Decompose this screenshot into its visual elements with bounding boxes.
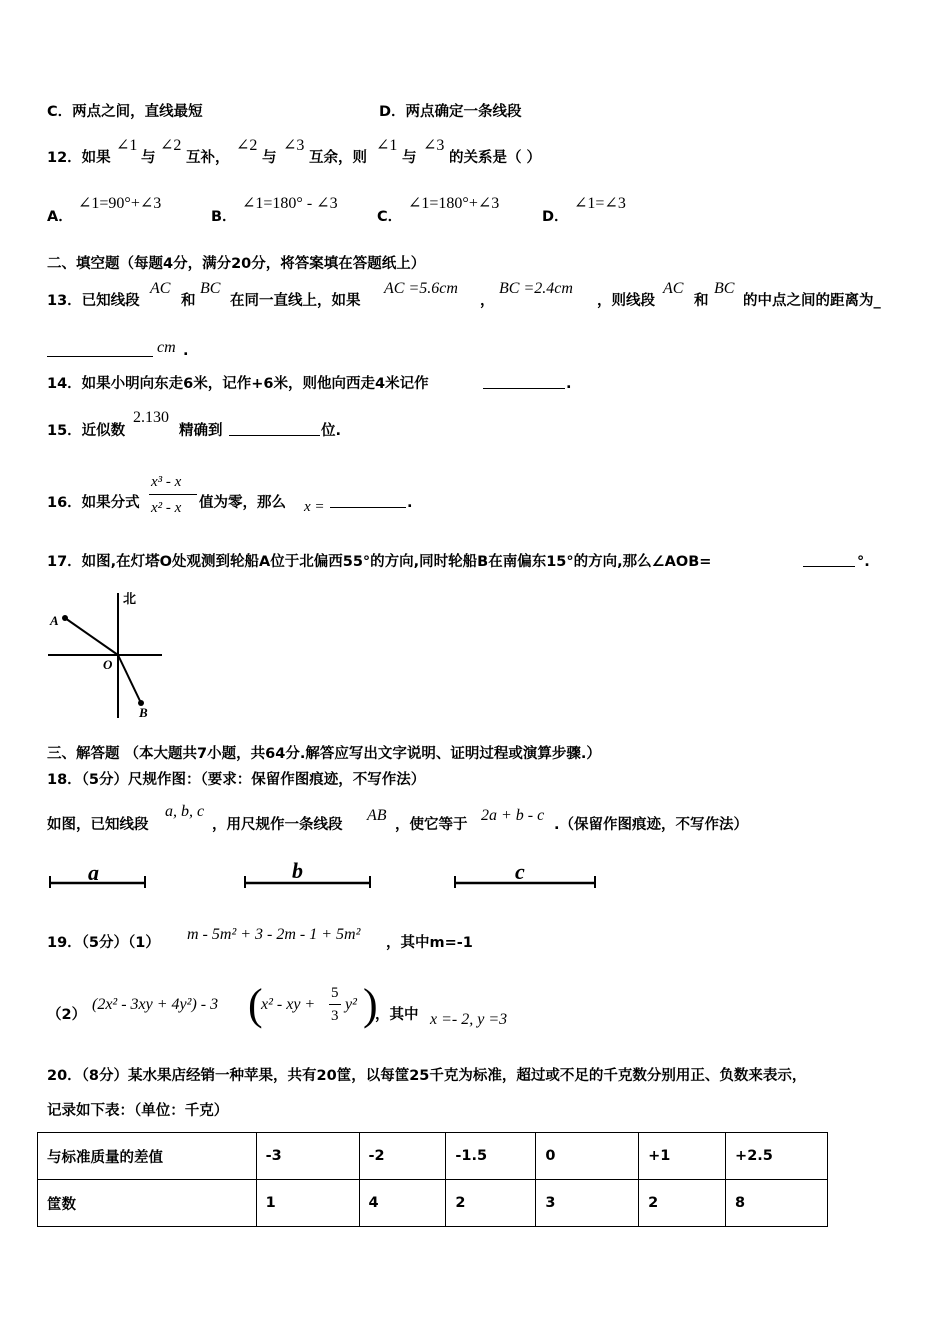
q12-text-2: 与 bbox=[141, 150, 156, 166]
q16-answer-line[interactable] bbox=[330, 493, 406, 514]
q13-unit: cm bbox=[157, 339, 176, 356]
table-cell: 筐数 bbox=[38, 1180, 257, 1227]
q12-option-b: ∠1=180° - ∠3 bbox=[242, 195, 338, 212]
ray-ob bbox=[118, 655, 141, 703]
q15-answer-line[interactable] bbox=[229, 421, 320, 442]
q13-math-3: AC =5.6cm bbox=[384, 280, 458, 297]
q18-math-3: 2a + b - c bbox=[481, 807, 545, 824]
q12-option-b-label: B． bbox=[211, 209, 237, 225]
q13-text-3: 在同一直线上，如果 bbox=[230, 293, 361, 309]
segment-a bbox=[50, 860, 145, 888]
q18-math-2: AB bbox=[367, 807, 387, 824]
q17-compass-diagram bbox=[40, 585, 180, 725]
option-d: D．两点确定一条线段 bbox=[379, 104, 522, 120]
q14-period: . bbox=[566, 376, 572, 392]
q19-fraction-denominator: 3 bbox=[331, 1008, 339, 1024]
q19-expression-1: m - 5m² + 3 - 2m - 1 + 5m² bbox=[187, 926, 361, 943]
q12-option-a-label: A． bbox=[47, 209, 73, 225]
q12-angle-3: ∠2 bbox=[236, 137, 258, 154]
q12-option-c-label: C． bbox=[377, 209, 403, 225]
q15-number: 2.130 bbox=[133, 409, 169, 426]
q14-answer-line[interactable] bbox=[483, 374, 565, 395]
q12-text-5: 互余，则 bbox=[309, 150, 367, 166]
label-b: B bbox=[139, 705, 148, 720]
segment-b-label: b bbox=[292, 858, 303, 883]
q13-answer-line[interactable] bbox=[47, 342, 153, 363]
section-2-heading: 二、填空题（每题4分，满分20分，将答案填在答题纸上） bbox=[47, 256, 426, 272]
label-north: 北 bbox=[123, 592, 137, 607]
q18-text-3: ，使它等于 bbox=[395, 817, 468, 833]
table-cell: 3 bbox=[536, 1180, 639, 1227]
q12-angle-2: ∠2 bbox=[160, 137, 182, 154]
q12-angle-5: ∠1 bbox=[376, 137, 398, 154]
table-cell: 与标准质量的差值 bbox=[38, 1133, 257, 1180]
q16-text-2: 值为零，那么 bbox=[199, 495, 286, 511]
segment-b bbox=[245, 858, 370, 888]
q18-math-1: a, b, c bbox=[165, 803, 205, 820]
table-cell: 4 bbox=[359, 1180, 446, 1227]
q18-text-1: 如图，已知线段 bbox=[47, 817, 149, 833]
q16-period: . bbox=[407, 495, 413, 511]
q18-text-2: ，用尺规作一条线段 bbox=[212, 817, 343, 833]
q16-fraction-bar bbox=[149, 494, 197, 495]
q19-expression-2b: x² - xy + bbox=[261, 996, 316, 1013]
q16-numerator: x³ - x bbox=[151, 474, 182, 490]
right-paren: ) bbox=[363, 980, 378, 1029]
q13-math-5: AC bbox=[663, 280, 684, 297]
q13-text-2: 和 bbox=[181, 293, 196, 309]
q12-text-6: 与 bbox=[402, 150, 417, 166]
q15-text-3: 位. bbox=[321, 423, 342, 439]
table-cell: -2 bbox=[359, 1133, 446, 1180]
segment-c bbox=[455, 859, 595, 888]
q20-line-1: 20．（8分）某水果店经销一种苹果，共有20筐，以每筐25千克为标准，超过或不足的千克数分别用正、负数来表示， bbox=[47, 1068, 807, 1084]
q18-text-4: .（保留作图痕迹，不写作法） bbox=[554, 817, 749, 833]
q12-option-d-label: D． bbox=[542, 209, 569, 225]
q13-math-1: AC bbox=[150, 280, 171, 297]
q12-angle-4: ∠3 bbox=[283, 137, 305, 154]
q19-fraction-bar bbox=[329, 1004, 341, 1005]
q13-text-4: ， bbox=[480, 293, 495, 309]
q18-heading: 18．（5分）尺规作图：（要求：保留作图痕迹，不写作法） bbox=[47, 772, 426, 788]
q16-variable: x = bbox=[304, 499, 325, 515]
q13-text-6: 和 bbox=[694, 293, 709, 309]
section-3-heading: 三、解答题 （本大题共7小题，共64分.解答应写出文字说明、证明过程或演算步骤.） bbox=[47, 746, 601, 762]
label-a: A bbox=[50, 613, 59, 628]
q12-option-c: ∠1=180°+∠3 bbox=[408, 195, 500, 212]
q19-expression-2c: y² bbox=[345, 996, 357, 1013]
q12-text-1: 12．如果 bbox=[47, 150, 111, 166]
q16-denominator: x² - x bbox=[151, 500, 182, 516]
q19-text-4: ，其中 bbox=[375, 1007, 419, 1023]
q19-fraction-numerator: 5 bbox=[331, 985, 339, 1001]
table-cell: 2 bbox=[446, 1180, 536, 1227]
q17-answer-line[interactable] bbox=[803, 552, 855, 573]
q12-angle-6: ∠3 bbox=[423, 137, 445, 154]
q16-text-1: 16．如果分式 bbox=[47, 495, 140, 511]
q19-text-1: 19．（5分）（1） bbox=[47, 935, 160, 951]
q12-text-7: 的关系是（ ） bbox=[449, 150, 542, 166]
q13-text-5: ，则线段 bbox=[597, 293, 655, 309]
q13-math-2: BC bbox=[200, 280, 221, 297]
q13-math-6: BC bbox=[714, 280, 735, 297]
table-row bbox=[38, 1133, 828, 1180]
q13-period: . bbox=[183, 343, 189, 359]
q12-text-4: 与 bbox=[262, 150, 277, 166]
q12-text-3: 互补， bbox=[186, 150, 230, 166]
q19-text-2: ，其中m=-1 bbox=[386, 935, 473, 951]
q12-option-d: ∠1=∠3 bbox=[574, 195, 626, 212]
point-a bbox=[62, 615, 68, 621]
q19-condition: x =- 2, y =3 bbox=[430, 1011, 508, 1028]
left-paren: ( bbox=[248, 980, 263, 1029]
q13-text-1: 13．已知线段 bbox=[47, 293, 140, 309]
table-cell: 2 bbox=[639, 1180, 726, 1227]
table-cell: -3 bbox=[256, 1133, 359, 1180]
table-row bbox=[38, 1180, 828, 1227]
table-cell: +2.5 bbox=[726, 1133, 828, 1180]
q12-option-a: ∠1=90°+∠3 bbox=[78, 195, 162, 212]
segment-a-label: a bbox=[88, 860, 99, 885]
q17-text: 17．如图,在灯塔O处观测到轮船A位于北偏西55°的方向,同时轮船B在南偏东15°的方向,那么∠AOB= bbox=[47, 554, 712, 570]
table-cell: -1.5 bbox=[446, 1133, 536, 1180]
q18-segments-figure bbox=[45, 855, 605, 895]
table-cell: +1 bbox=[639, 1133, 726, 1180]
ray-oa bbox=[65, 618, 118, 655]
q13-text-7: 的中点之间的距离为_ bbox=[743, 293, 881, 309]
q17-degree-end: °. bbox=[857, 554, 870, 570]
q12-angle-1: ∠1 bbox=[116, 137, 138, 154]
q15-text-2: 精确到 bbox=[179, 423, 223, 439]
label-o: O bbox=[103, 657, 113, 672]
q14-text: 14．如果小明向东走6米，记作+6米，则他向西走4米记作 bbox=[47, 376, 429, 392]
q13-math-4: BC =2.4cm bbox=[499, 280, 573, 297]
table-cell: 0 bbox=[536, 1133, 639, 1180]
q20-line-2: 记录如下表：（单位：千克） bbox=[47, 1103, 229, 1119]
q19-part2-label: （2） bbox=[47, 1007, 87, 1023]
option-c: C．两点之间，直线最短 bbox=[47, 104, 203, 120]
segment-c-label: c bbox=[515, 859, 525, 884]
q20-data-table bbox=[37, 1132, 828, 1227]
q15-text-1: 15．近似数 bbox=[47, 423, 126, 439]
table-cell: 8 bbox=[726, 1180, 828, 1227]
q19-expression-2a: (2x² - 3xy + 4y²) - 3 bbox=[92, 996, 219, 1013]
table-cell: 1 bbox=[256, 1180, 359, 1227]
